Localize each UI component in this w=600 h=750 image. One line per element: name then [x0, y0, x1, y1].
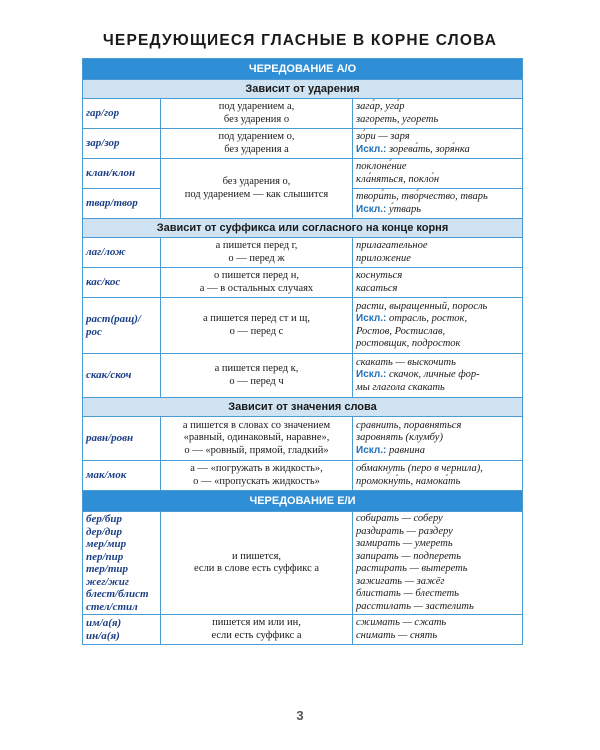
section-header-a-o: ЧЕРЕДОВАНИЕ А/О	[83, 59, 523, 80]
rule-line: а — в остальных случаях	[199, 282, 314, 294]
rule-line: пишется им или ин,	[212, 617, 301, 628]
root-line: тер/тир	[86, 563, 129, 575]
table-row	[83, 238, 523, 268]
rule-line: о — перед ж	[228, 252, 285, 264]
example-line: замирать — умереть	[356, 538, 453, 549]
exception-line	[356, 369, 519, 382]
example-cell	[353, 461, 523, 491]
table-row	[83, 129, 523, 159]
rule-cell	[161, 268, 353, 298]
example-line: блистать — блестеть	[356, 588, 459, 599]
example-line: сравнить, поравняться	[356, 419, 462, 431]
root-cell: гар/гор	[83, 99, 161, 129]
rule-line: а пишется перед г,	[215, 240, 298, 251]
exception-label: Искл.:	[356, 444, 387, 456]
root-line: им/а(я)	[86, 617, 122, 629]
example-cell	[353, 99, 523, 129]
root-cell	[83, 615, 161, 645]
root-cell	[83, 512, 161, 615]
exception-text: скачок, личные фор-	[388, 369, 480, 381]
example-line: расстилать — застелить	[356, 600, 474, 612]
rule-line: о — перед ч	[229, 375, 284, 387]
rule-cell	[161, 298, 353, 354]
rule-cell	[161, 159, 353, 219]
table-row	[83, 268, 523, 298]
page-number: 3	[296, 708, 304, 723]
root-cell: клан/клон	[83, 159, 161, 189]
example-line: запирать — подпереть	[356, 550, 462, 562]
example-cell	[353, 615, 523, 645]
exception-label: Искл.:	[356, 369, 387, 381]
group-title-suffix: Зависит от суффикса или согласного на конце корня	[83, 219, 523, 238]
rule-line: без ударения о	[223, 113, 290, 125]
root-line: пер/пир	[86, 550, 124, 563]
table-row	[83, 298, 523, 354]
exception-line	[356, 204, 519, 217]
example-line: раздирать — раздеру	[356, 525, 453, 537]
example-line: зо́ри — заря	[356, 131, 410, 142]
rule-line: а пишется в словах со значением	[182, 419, 331, 431]
rule-cell	[161, 461, 353, 491]
example-cell	[353, 238, 523, 268]
root-cell: зар/зор	[83, 129, 161, 159]
rule-line: а пишется перед к,	[214, 363, 299, 374]
rule-line: под ударением о,	[218, 131, 295, 142]
exception-line	[356, 313, 519, 326]
example-line: заровнять (клумбу)	[356, 432, 443, 444]
exception-label: Искл.:	[356, 143, 387, 155]
table-row	[83, 354, 523, 398]
example-line: приложение	[356, 252, 411, 264]
table-row	[83, 99, 523, 129]
table-row	[83, 159, 523, 189]
table-row	[83, 512, 523, 615]
table-row	[83, 461, 523, 491]
exception-line	[356, 445, 519, 458]
table-row	[83, 615, 523, 645]
example-cell	[353, 417, 523, 461]
root-cell: раст(ращ)/ рос	[83, 298, 161, 354]
example-line: скакать — выскочить	[356, 356, 456, 368]
root-cell: равн/ровн	[83, 417, 161, 461]
rule-line: под ударением — как слышится	[184, 188, 329, 200]
exception-text: равнина	[388, 444, 425, 456]
rule-line: о пишется перед н,	[214, 270, 299, 281]
root-line: стел/стил	[86, 600, 138, 613]
example-line: Ростов, Ростислав,	[356, 325, 446, 337]
exception-text: зорева́ть, зоря́нка	[388, 143, 470, 155]
example-line: растирать — вытереть	[356, 563, 468, 574]
rule-cell	[161, 354, 353, 398]
root-cell: лаг/лож	[83, 238, 161, 268]
exception-text: у́тварь	[388, 203, 421, 215]
example-line: сжимать — сжать	[356, 617, 447, 628]
rule-cell	[161, 417, 353, 461]
example-cell	[353, 129, 523, 159]
example-cell	[353, 189, 523, 219]
rule-line: если в слове есть суффикс а	[193, 563, 320, 574]
rule-line: под ударением а,	[218, 101, 295, 112]
rule-line: а — «погружать в жидкость»,	[190, 463, 323, 474]
rule-line: если есть суффикс а	[211, 629, 302, 641]
example-line: собирать — соберу	[356, 513, 443, 524]
example-line: промокну́ть, намока́ть	[356, 475, 461, 487]
example-line: расти, выращенный, поросль	[356, 300, 488, 312]
example-cell	[353, 298, 523, 354]
example-line: загореть, угореть	[356, 113, 439, 125]
rule-line: и пишется,	[231, 550, 282, 562]
example-line: коснуться	[356, 270, 403, 281]
rule-cell	[161, 99, 353, 129]
rule-cell	[161, 129, 353, 159]
root-line: жег/жиг	[86, 575, 129, 588]
rule-line: о — «ровный, прямой, гладкий»	[184, 444, 329, 456]
root-cell: твар/твор	[83, 189, 161, 219]
rules-table	[82, 58, 523, 645]
example-line: снимать — снять	[356, 629, 438, 641]
root-cell: скак/скоч	[83, 354, 161, 398]
section-header-e-i: ЧЕРЕДОВАНИЕ Е/И	[83, 491, 523, 512]
example-line: мы глагола скакать	[356, 381, 445, 393]
rule-line: о — перед с	[229, 325, 284, 337]
root-line: ин/а(я)	[86, 629, 120, 642]
root-line: блест/блист	[86, 588, 149, 600]
example-line: твори́ть, тво́рчество, тварь	[356, 191, 488, 202]
root-cell: мак/мок	[83, 461, 161, 491]
rule-line: без ударения о,	[222, 176, 291, 187]
rule-line: «равный, одинаковый, наравне»,	[183, 432, 330, 444]
exception-text: отрасль, росток,	[388, 313, 468, 324]
root-line: мер/мир	[86, 538, 127, 550]
exception-label: Искл.:	[356, 313, 387, 324]
example-cell	[353, 159, 523, 189]
rule-line: о — «пропускать жидкость»	[193, 475, 320, 487]
rule-line: а пишется перед ст и щ,	[203, 313, 310, 324]
exception-line	[356, 144, 519, 157]
table-row	[83, 417, 523, 461]
rule-cell	[161, 512, 353, 615]
root-cell: кас/кос	[83, 268, 161, 298]
example-line: прилагательное	[356, 240, 428, 251]
example-line: обмакнуть (перо в чернила),	[356, 463, 483, 474]
page-title: ЧЕРЕДУЮЩИЕСЯ ГЛАСНЫЕ В КОРНЕ СЛОВА	[102, 32, 498, 49]
exception-label: Искл.:	[356, 203, 387, 215]
example-line: зага́р, уга́р	[356, 101, 405, 112]
rule-cell	[161, 238, 353, 268]
rule-cell	[161, 615, 353, 645]
group-title-stress: Зависит от ударения	[83, 80, 523, 99]
example-line: ростовщик, подросток	[356, 338, 461, 349]
example-cell	[353, 268, 523, 298]
example-line: кла́няться, покло́н	[356, 173, 440, 185]
example-cell	[353, 512, 523, 615]
example-line: зажигать — зажёг	[356, 575, 445, 587]
root-line: бер/бир	[86, 513, 123, 525]
rule-line: без ударения а	[224, 143, 289, 155]
example-line: касаться	[356, 282, 398, 294]
root-line: дер/дир	[86, 525, 122, 538]
example-line: поклоне́ние	[356, 161, 407, 172]
example-cell	[353, 354, 523, 398]
group-title-meaning: Зависит от значения слова	[83, 398, 523, 417]
